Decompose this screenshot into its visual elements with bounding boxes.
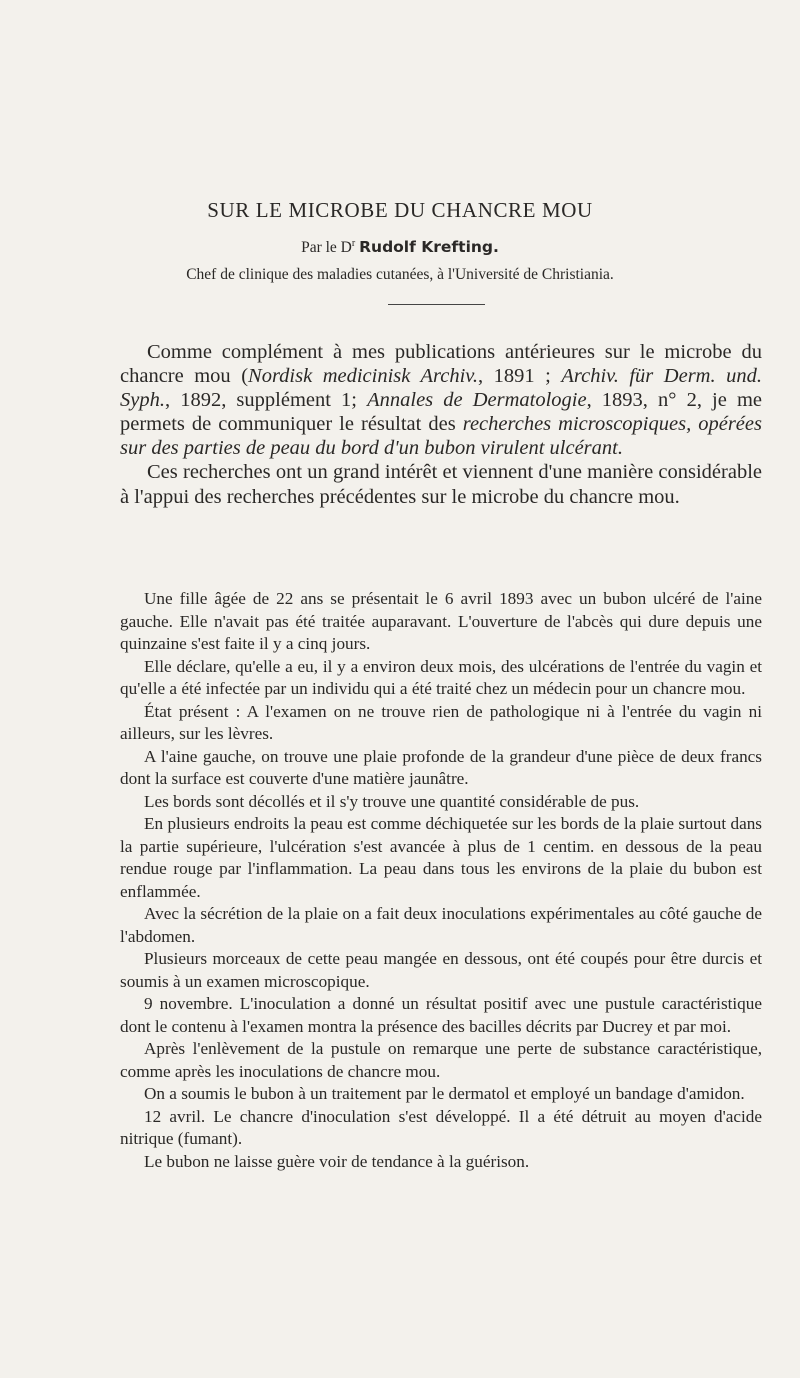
- intro-paragraph: [120, 340, 762, 460]
- body-paragraph: 12 avril. Le chancre d'inoculation s'est développé. Il a été détruit au moyen d'acide nitrique (fumant).: [120, 1106, 762, 1148]
- body-paragraph: État présent : A l'examen on ne trouve rien de pathologique ni à l'entrée du vagin ni ailleurs, sur les lèvres.: [120, 701, 762, 743]
- body-paragraph: On a soumis le bubon à un traitement par le dermatol et employé un bandage d'amidon.: [144, 1084, 745, 1103]
- body-paragraph: Une fille âgée de 22 ans se présentait le 6 avril 1893 avec un bubon ulcéré de l'aine gauche. Elle n'avait pas été traitée auparavant. L'ouverture de l'abcès qui dure depuis une quinzaine s'est faite il y a cinq jours.: [120, 589, 762, 653]
- intro-text: , 1893, n° 2, je me permets de communiquer le résultat des: [120, 389, 762, 436]
- byline: [0, 238, 800, 257]
- case-report: [120, 588, 762, 1173]
- citation-journal: Nordisk medicinisk Archiv.: [248, 365, 478, 388]
- citation-journal: Archiv. für Derm. und. Syph.: [120, 365, 762, 412]
- body-paragraph: Elle déclare, qu'elle a eu, il y a environ deux mois, des ulcérations de l'entrée du vagin et qu'elle a été infectée par un individu qui a été traité chez un médecin pour un chancre mou.: [120, 656, 762, 698]
- body-paragraph: A l'aine gauche, on trouve une plaie profonde de la grandeur d'une pièce de deux francs dont la surface est couverte d'une matière jaunâtre.: [120, 746, 762, 788]
- article-title: SUR LE MICROBE DU CHANCRE MOU: [207, 198, 593, 222]
- body-paragraph: Plusieurs morceaux de cette peau mangée en dessous, ont été coupés pour être durcis et soumis à un examen microscopique.: [120, 949, 762, 991]
- intro-text: , 1892, supplément 1;: [164, 389, 368, 412]
- intro-section: [120, 340, 762, 509]
- author-affiliation: Chef de clinique des maladies cutanées, à l'Université de Christiania.: [186, 266, 614, 283]
- body-paragraph: Après l'enlèvement de la pustule on remarque une perte de substance caractéristique, comme après les inoculations de chancre mou.: [120, 1039, 762, 1081]
- body-paragraph: En plusieurs endroits la peau est comme déchiquetée sur les bords de la plaie surtout dans la partie supérieure, l'ulcération s'est avancée à plus de 1 centim. en dessous de la peau rendue rouge par l'inflammation. La peau dans tous les environs de la plaie du bubon est enflammée.: [120, 814, 762, 901]
- byline-superscript: r: [351, 237, 356, 249]
- author-name: Rudolf Krefting.: [359, 238, 499, 256]
- intro-text: Comme complément à mes publications antérieures sur le microbe du chancre mou (: [120, 341, 762, 388]
- intro-paragraph: Ces recherches ont un grand intérêt et viennent d'une manière considérable à l'appui des recherches précédentes sur le microbe du chancre mou.: [120, 461, 762, 508]
- citation-journal: Annales de Dermatologie: [367, 389, 587, 412]
- body-paragraph: 9 novembre. L'inoculation a donné un résultat positif avec une pustule caractéristique dont le contenu à l'examen montra la présence des bacilles décrits par Ducrey et par moi.: [120, 994, 762, 1036]
- title-divider: [388, 304, 485, 305]
- intro-emphasis: recherches microscopiques, opérées sur des parties de peau du bord d'un bubon virulent ulcérant.: [120, 413, 762, 460]
- body-paragraph: Avec la sécrétion de la plaie on a fait deux inoculations expérimentales au côté gauche de l'abdomen.: [120, 904, 762, 946]
- body-paragraph: Les bords sont décollés et il s'y trouve une quantité considérable de pus.: [144, 791, 640, 811]
- body-paragraph: Le bubon ne laisse guère voir de tendance à la guérison.: [144, 1151, 530, 1171]
- byline-prefix: Par le D: [301, 239, 352, 256]
- intro-text: , 1891 ;: [478, 365, 562, 388]
